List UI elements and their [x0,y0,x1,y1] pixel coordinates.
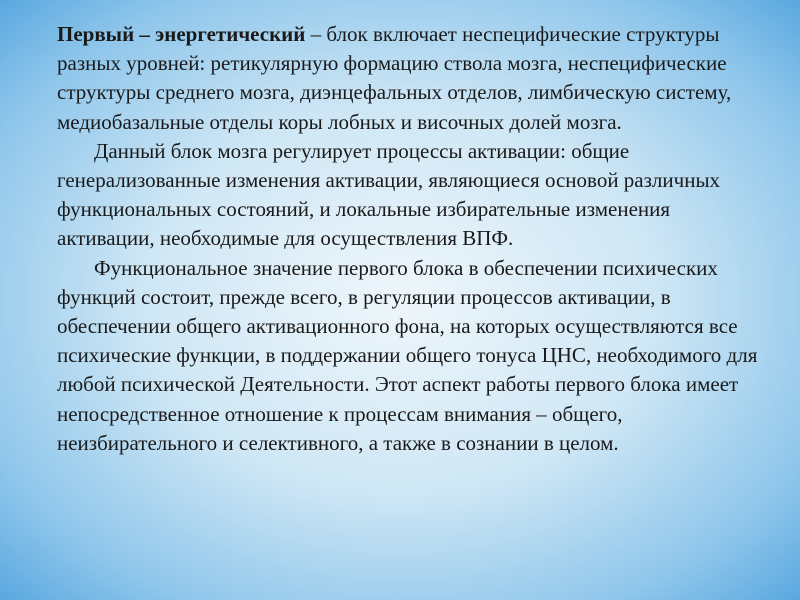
paragraph-activation: Данный блок мозга регулирует процессы активации: общие генерализованные изменения активации, являющиеся основой различных функциональных состояний, и локальные избирательные изменения активации, необходимые для осуществления ВПФ. [57,138,721,251]
text-block [57,20,769,458]
paragraph-heading: Первый – энергетический [57,22,306,46]
paragraph-first-block [57,20,769,137]
paragraph-first-block-text: – блок включает неспецифические структуры разных уровней: ретикулярную формацию ствола мозга, неспецифические структуры среднего мозга, диэнцефальных отделов, лимбическую систему, медиобазальные отделы коры лобных и височных долей мозга. [57,22,732,134]
paragraph-functional-meaning: Функциональное значение первого блока в обеспечении психических функций состоит, прежде всего, в регуляции процессов активации, в обеспечении общего активационного фона, на которых осуществляются все психические функции, в поддержании общего тонуса ЦНС, необходимого для любой психической Деятельности. Этот аспект работы первого блока имеет непосредственное отношение к процессам внимания – общего, неизбирательного и селективного, а также в сознании в целом. [57,255,758,455]
